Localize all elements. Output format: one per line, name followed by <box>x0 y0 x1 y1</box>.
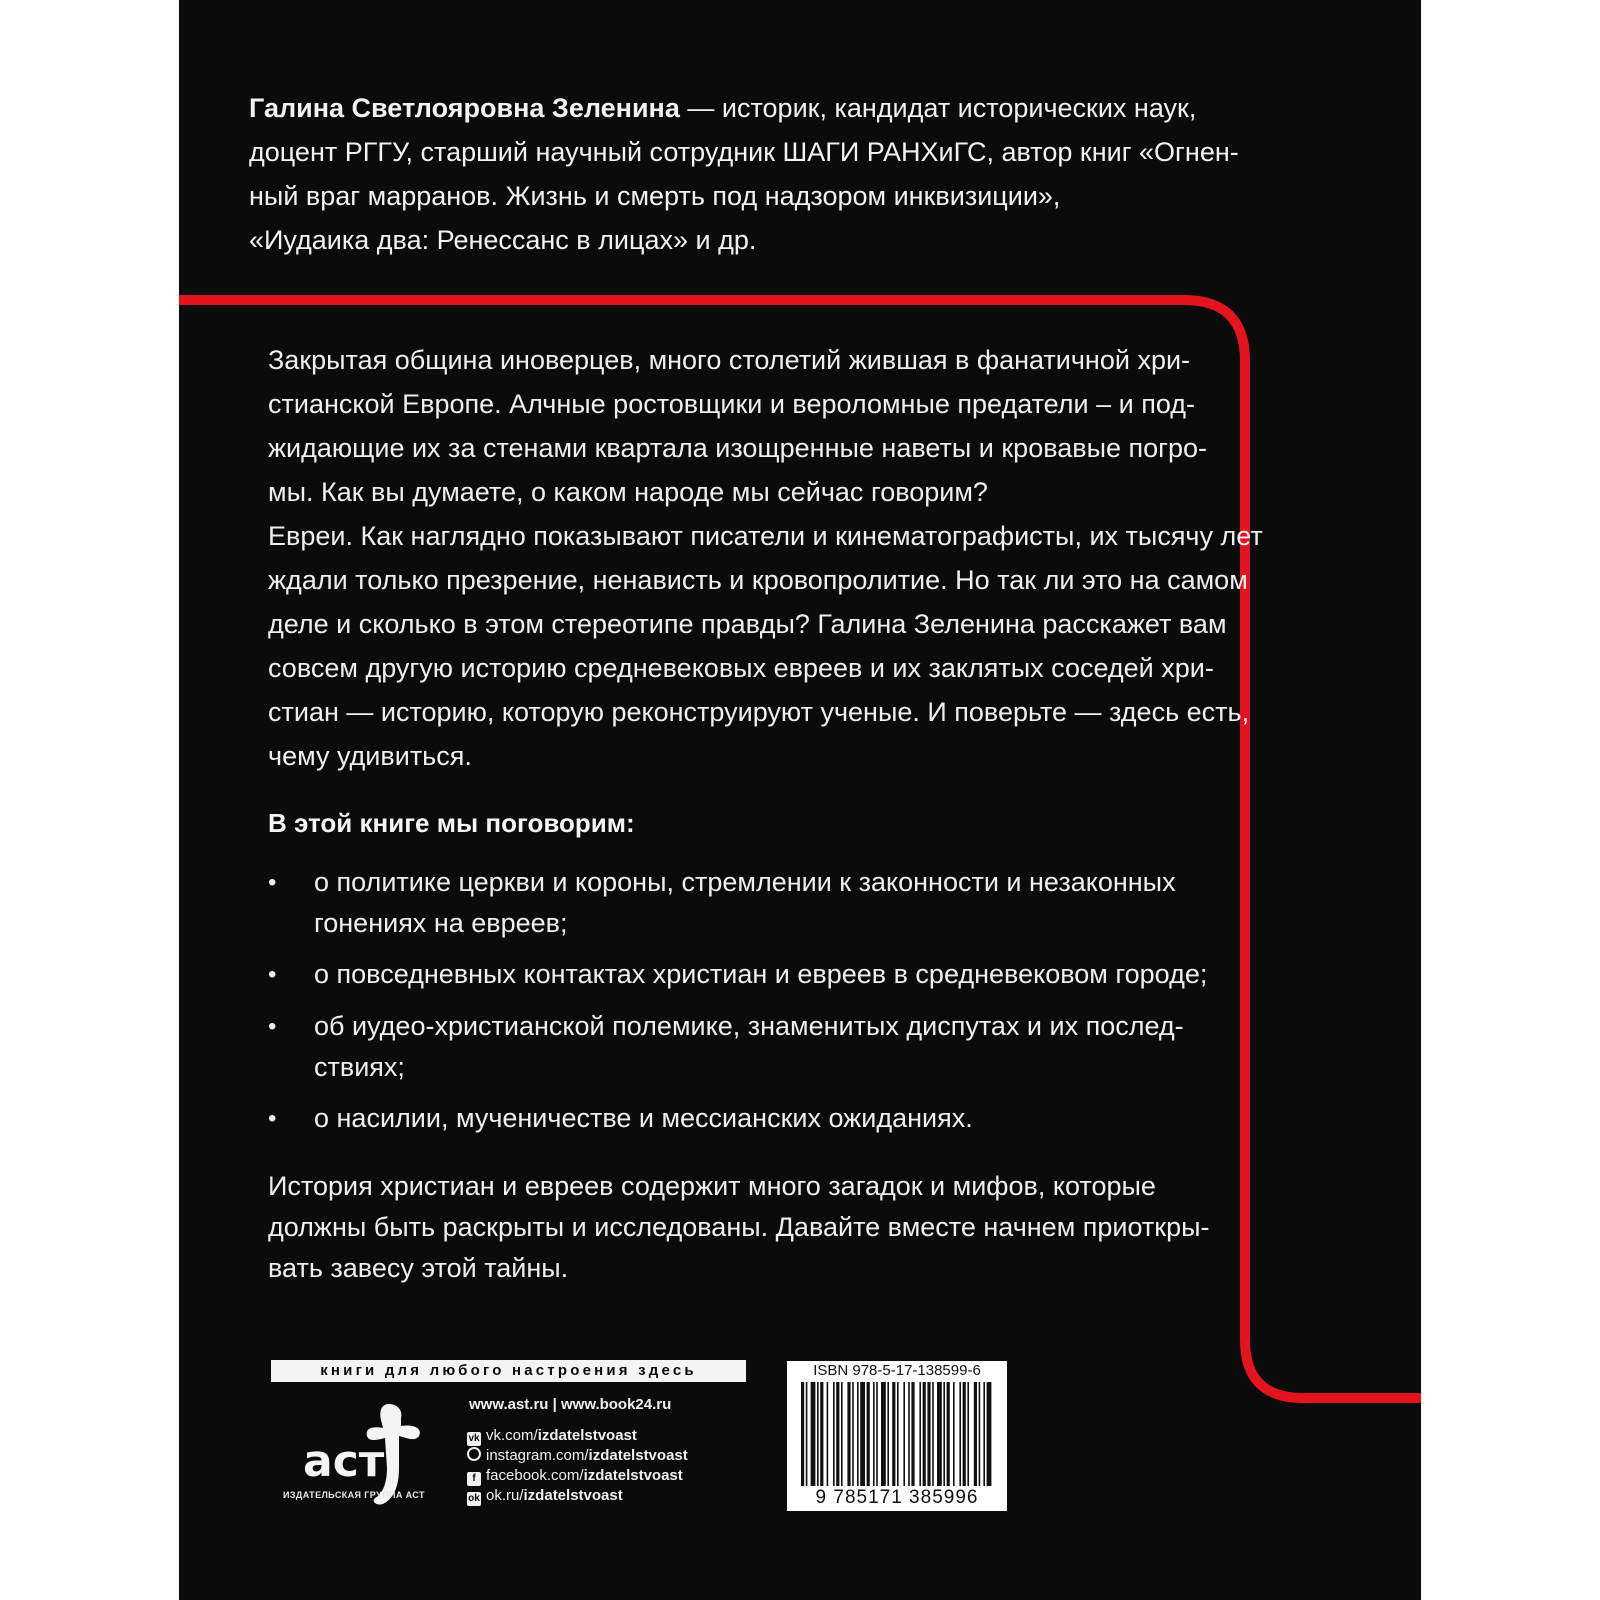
topic-list-item <box>268 954 1228 995</box>
isbn-label: ISBN 978-5-17-138599-6 <box>813 1362 981 1379</box>
closing-paragraph <box>268 1166 1248 1289</box>
description-line: Закрытая община иноверцев, много столетий жившая в фанатичной хри- <box>268 345 1191 375</box>
social-handle: izdatelstvoast <box>588 1447 688 1464</box>
closing-line: должны быть раскрыты и исследованы. Давайте вместе начнем приоткры- <box>268 1212 1210 1242</box>
description-line: чему удивиться. <box>268 741 472 771</box>
barcode-bar <box>963 1382 966 1486</box>
barcode-bar <box>811 1382 816 1486</box>
bullet-icon: • <box>268 1105 277 1132</box>
instagram-icon <box>467 1447 481 1461</box>
barcode-bar <box>820 1382 823 1486</box>
barcode-bar <box>847 1382 850 1486</box>
author-bio-line-1 <box>249 86 1249 130</box>
barcode-bar <box>983 1382 985 1486</box>
social-prefix: facebook.com/ <box>486 1467 584 1484</box>
author-bio <box>249 86 1249 262</box>
barcode-bar <box>947 1382 950 1486</box>
topic-line: об иудео-христианской полемике, знаменитых диспутах и их послед- <box>314 1011 1184 1041</box>
description-line: жидающие их за стенами квартала изощренные наветы и кровавые погро- <box>268 433 1208 463</box>
barcode-bar <box>876 1382 878 1486</box>
barcode-bar <box>892 1382 895 1486</box>
social-handle: izdatelstvoast <box>523 1487 623 1504</box>
barcode-bar <box>857 1382 859 1486</box>
facebook-icon: f <box>467 1472 481 1486</box>
topic-line: гонениях на евреев; <box>314 908 568 938</box>
topic-line: ствиях; <box>314 1052 405 1082</box>
description-line: стиан — историю, которую реконструируют ученые. И поверьте — здесь есть, <box>268 697 1250 727</box>
topic-line: о повседневных контактах христиан и евреев в средневековом городе; <box>314 959 1208 989</box>
barcode-bar <box>974 1382 977 1486</box>
barcode-bar <box>903 1382 905 1486</box>
barcode-bar <box>836 1382 839 1486</box>
social-prefix: instagram.com/ <box>486 1447 589 1464</box>
author-bio-text: — историк, кандидат исторических наук, <box>679 93 1197 123</box>
barcode-bar <box>806 1382 808 1486</box>
bullet-icon: • <box>268 1013 277 1040</box>
barcode-bars <box>801 1382 993 1486</box>
bullet-icon: • <box>268 961 277 988</box>
barcode-bar <box>932 1382 934 1486</box>
ok-icon: ok <box>468 1493 480 1504</box>
topic-list-item <box>268 1098 1228 1139</box>
barcode-bar <box>817 1382 819 1486</box>
barcode-bar <box>923 1382 926 1486</box>
author-bio-line-3: ный враг марранов. Жизнь и смерть под надзором инквизиции», <box>249 181 1061 211</box>
description-line: мы. Как вы думаете, о каком народе мы сейчас говорим? <box>268 477 988 507</box>
barcode-bar <box>887 1382 889 1486</box>
barcode-bar <box>827 1382 829 1486</box>
social-link-instagram[interactable] <box>467 1446 688 1466</box>
social-link-ok[interactable] <box>467 1486 623 1506</box>
barcode-bar <box>841 1382 843 1486</box>
book-back-cover <box>179 0 1421 1600</box>
topics-heading: В этой книге мы поговорим: <box>268 808 635 838</box>
barcode-digits: 9 785171 385996 <box>815 1487 979 1508</box>
barcode-bar <box>959 1382 961 1486</box>
topic-list-item <box>268 862 1228 944</box>
author-bio-line-2: доцент РГГУ, старший научный сотрудник ШАГИ РАНХиГС, автор книг «Огнен- <box>249 137 1239 167</box>
closing-line: История христиан и евреев содержит много загадок и мифов, которые <box>268 1171 1156 1201</box>
isbn-barcode <box>787 1361 1007 1511</box>
barcode-bar <box>908 1382 910 1486</box>
social-handle: izdatelstvoast <box>583 1467 683 1484</box>
barcode-bar <box>897 1382 899 1486</box>
topic-line: о насилии, мученичестве и мессианских ожиданиях. <box>314 1103 973 1133</box>
social-prefix: vk.com/ <box>486 1427 538 1444</box>
vk-icon: vk <box>468 1433 480 1444</box>
barcode-bar <box>967 1382 969 1486</box>
bullet-icon: • <box>268 869 277 896</box>
closing-line: вать завесу этой тайны. <box>268 1253 569 1283</box>
description-line: ждали только презрение, ненависть и кровопролитие. Но так ли это на самом <box>268 565 1248 595</box>
barcode-bar <box>953 1382 955 1486</box>
description-line: Евреи. Как наглядно показывают писатели и кинематографисты, их тысячу лет <box>268 521 1263 551</box>
ast-logo-letters: аст <box>303 1436 385 1487</box>
barcode-bar <box>937 1382 942 1486</box>
barcode-bar <box>979 1382 981 1486</box>
social-link-facebook[interactable] <box>467 1466 683 1486</box>
book-description <box>268 338 1263 778</box>
topic-line: о политике церкви и короны, стремлении к законности и незаконных <box>314 867 1176 897</box>
publisher-websites[interactable]: www.ast.ru | www.book24.ru <box>469 1396 672 1413</box>
barcode-bar <box>919 1382 921 1486</box>
author-bio-line-4: «Иудаика два: Ренессанс в лицах» и др. <box>249 225 757 255</box>
barcode-bar <box>911 1382 914 1486</box>
barcode-bar <box>801 1382 804 1486</box>
publisher-caption: ИЗДАТЕЛЬСКАЯ ГРУППА АСТ <box>283 1490 425 1500</box>
author-name: Галина Светлояровна Зеленина <box>249 93 680 123</box>
barcode-bar <box>860 1382 865 1486</box>
topic-list-item <box>268 1006 1228 1088</box>
barcode-bar <box>881 1382 886 1486</box>
barcode-bar <box>833 1382 835 1486</box>
publisher-tagline: книги для любого настроения здесь <box>271 1360 746 1382</box>
barcode-bar <box>987 1382 992 1486</box>
barcode-bar <box>852 1382 854 1486</box>
barcode-bar <box>873 1382 875 1486</box>
description-line: деле и сколько в этом стереотипе правды? Галина Зеленина расскажет вам <box>268 609 1227 639</box>
social-prefix: ok.ru/ <box>486 1487 524 1504</box>
description-line: совсем другую историю средневековых евреев и их заклятых соседей хри- <box>268 653 1214 683</box>
description-line: стианской Европе. Алчные ростовщики и вероломные предатели – и под- <box>268 389 1196 419</box>
barcode-bar <box>927 1382 930 1486</box>
social-handle: izdatelstvoast <box>537 1427 637 1444</box>
barcode-bar <box>867 1382 870 1486</box>
barcode-bar <box>943 1382 945 1486</box>
social-link-vk[interactable] <box>467 1426 637 1446</box>
